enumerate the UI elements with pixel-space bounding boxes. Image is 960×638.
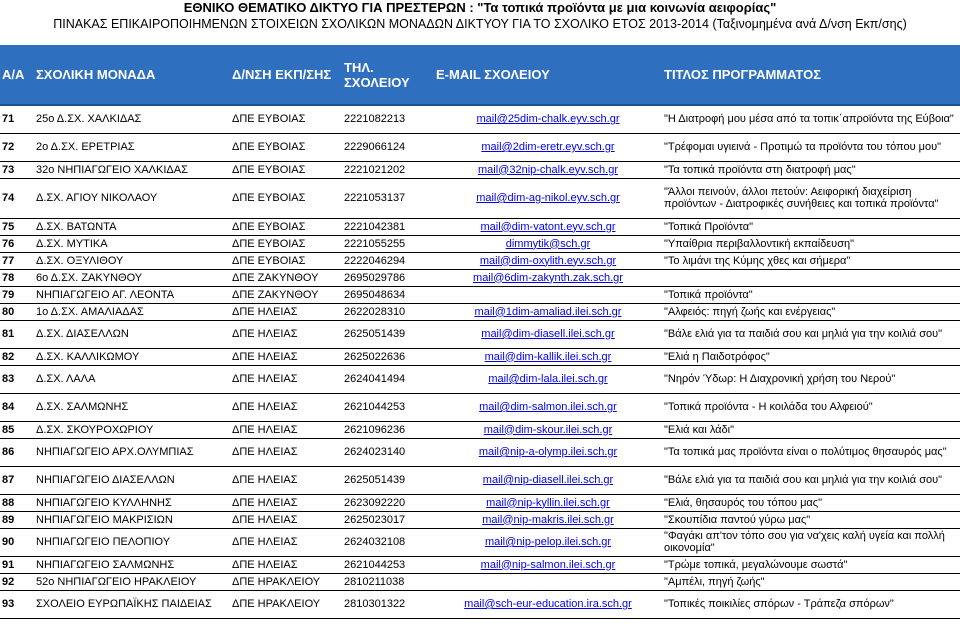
column-header-program-title: ΤΙΤΛΟΣ ΠΡΟΓΡΑΜΜΑΤΟΣ <box>662 45 960 105</box>
school-phone: 2622028310 <box>342 303 434 320</box>
school-email-link[interactable]: mail@dim-diasell.ilei.sch.gr <box>434 320 662 348</box>
program-title: "Τα τοπικά μας προϊόντα είναι ο πολύτιμος θησαυρός μας" <box>662 438 960 466</box>
program-title: "Νηρόν Ύδωρ: Η Διαχρονική χρήση του Νερού" <box>662 365 960 393</box>
row-number: 74 <box>0 178 34 218</box>
school-email-link[interactable]: mail@nip-salmon.ilei.sch.gr <box>434 556 662 573</box>
column-header-school: ΣΧΟΛΙΚΗ ΜΟΝΑΔΑ <box>34 45 230 105</box>
table-row <box>0 438 960 466</box>
school-phone: 2625051439 <box>342 466 434 494</box>
directorate: ΔΠΕ ΗΛΕΙΑΣ <box>230 393 342 421</box>
school-name: Δ.ΣΧ. ΔΙΑΣΕΛΛΩΝ <box>34 320 230 348</box>
document-header <box>0 0 960 40</box>
school-email-link[interactable]: mail@dim-salmon.ilei.sch.gr <box>434 393 662 421</box>
program-title: "Αλφειός: πηγή ζωής και ενέργειας" <box>662 303 960 320</box>
school-name: ΝΗΠΙΑΓΩΓΕΙΟ ΣΑΛΜΩΝΗΣ <box>34 556 230 573</box>
program-title: "Τοπικά Προϊόντα" <box>662 218 960 235</box>
table-row <box>0 161 960 178</box>
row-number: 92 <box>0 573 34 590</box>
program-title: "Υπαίθρια περιβαλλοντική εκπαίδευση" <box>662 235 960 252</box>
row-number: 72 <box>0 133 34 161</box>
table-row <box>0 218 960 235</box>
row-number: 81 <box>0 320 34 348</box>
program-title: "Βάλε ελιά για τα παιδιά σου και μηλιά για την κοιλιά σου" <box>662 320 960 348</box>
school-name: Δ.ΣΧ. ΑΓΙΟΥ ΝΙΚΟΛΑΟΥ <box>34 178 230 218</box>
school-email-link[interactable]: mail@6dim-zakynth.zak.sch.gr <box>434 269 662 286</box>
school-email-link[interactable]: mail@25dim-chalk.eyv.sch.gr <box>434 105 662 133</box>
school-email-link[interactable]: mail@nip-makris.ilei.sch.gr <box>434 511 662 528</box>
school-phone: 2221055255 <box>342 235 434 252</box>
directorate: ΔΠΕ ΗΛΕΙΑΣ <box>230 556 342 573</box>
table-row <box>0 494 960 511</box>
school-phone: 2621096236 <box>342 421 434 438</box>
program-title: "Φαγάκι απ'τον τόπο σου για να'χεις καλή υγεία και πολλή οικονομία" <box>662 528 960 556</box>
row-number: 83 <box>0 365 34 393</box>
school-phone: 2625022636 <box>342 348 434 365</box>
school-name: 52ο ΝΗΠΙΑΓΩΓΕΙΟ ΗΡΑΚΛΕΙΟΥ <box>34 573 230 590</box>
school-name: ΝΗΠΙΑΓΩΓΕΙΟ ΔΙΑΣΕΛΛΩΝ <box>34 466 230 494</box>
table-row <box>0 320 960 348</box>
school-email-link[interactable]: mail@32nip-chalk.eyv.sch.gr <box>434 161 662 178</box>
school-phone: 2810301322 <box>342 590 434 618</box>
row-number: 77 <box>0 252 34 269</box>
program-title: "Το λιμάνι της Κύμης χθες και σήμερα" <box>662 252 960 269</box>
school-phone: 2623092220 <box>342 494 434 511</box>
directorate: ΔΠΕ ΗΛΕΙΑΣ <box>230 421 342 438</box>
table-row <box>0 393 960 421</box>
school-name: Δ.ΣΧ. ΣΚΟΥΡΟΧΩΡΙΟΥ <box>34 421 230 438</box>
row-number: 87 <box>0 466 34 494</box>
table-row <box>0 365 960 393</box>
row-number: 88 <box>0 494 34 511</box>
row-number: 90 <box>0 528 34 556</box>
directorate: ΔΠΕ ΕΥΒΟΙΑΣ <box>230 161 342 178</box>
row-number: 73 <box>0 161 34 178</box>
table-row <box>0 286 960 303</box>
school-phone: 2695048634 <box>342 286 434 303</box>
school-phone: 2621044253 <box>342 393 434 421</box>
directorate: ΔΠΕ ΗΛΕΙΑΣ <box>230 466 342 494</box>
directorate: ΔΠΕ ΗΛΕΙΑΣ <box>230 348 342 365</box>
directorate: ΔΠΕ ΗΛΕΙΑΣ <box>230 511 342 528</box>
table-row <box>0 466 960 494</box>
school-name: Δ.ΣΧ. ΛΑΛΑ <box>34 365 230 393</box>
school-email-link[interactable]: mail@nip-kyllin.ilei.sch.gr <box>434 494 662 511</box>
program-title: "Ελιά και λάδι" <box>662 421 960 438</box>
school-phone: 2621044253 <box>342 556 434 573</box>
program-title: "Τοπικές ποικιλίες σπόρων - Τράπεζα σπόρων" <box>662 590 960 618</box>
table-row <box>0 348 960 365</box>
school-phone: 2625023017 <box>342 511 434 528</box>
program-title: "Τοπικά προϊόντα - Η κοιλάδα του Αλφειού" <box>662 393 960 421</box>
school-phone: 2229066124 <box>342 133 434 161</box>
table-row <box>0 235 960 252</box>
program-title: "Βάλε ελιά για τα παιδιά σου και μηλιά για την κοιλιά σου" <box>662 466 960 494</box>
directorate: ΔΠΕ ΕΥΒΟΙΑΣ <box>230 133 342 161</box>
directorate: ΔΠΕ ΕΥΒΟΙΑΣ <box>230 252 342 269</box>
directorate: ΔΠΕ ΕΥΒΟΙΑΣ <box>230 218 342 235</box>
program-title: "Τρώμε τοπικά, μεγαλώνουμε σωστά" <box>662 556 960 573</box>
school-email-link[interactable]: mail@nip-pelop.ilei.sch.gr <box>434 528 662 556</box>
school-name: Δ.ΣΧ. ΟΞΥΛΙΘΟΥ <box>34 252 230 269</box>
school-email-link[interactable]: mail@sch-eur-education.ira.sch.gr <box>434 590 662 618</box>
school-name: ΣΧΟΛΕΙΟ ΕΥΡΩΠΑΪΚΗΣ ΠΑΙΔΕΙΑΣ <box>34 590 230 618</box>
row-number: 71 <box>0 105 34 133</box>
school-email-link[interactable]: dimmytik@sch.gr <box>434 235 662 252</box>
row-number: 79 <box>0 286 34 303</box>
school-email-link[interactable]: mail@dim-skour.ilei.sch.gr <box>434 421 662 438</box>
program-title: "Αμπέλι, πηγή ζωής" <box>662 573 960 590</box>
school-name: ΝΗΠΙΑΓΩΓΕΙΟ ΑΡΧ.ΟΛΥΜΠΙΑΣ <box>34 438 230 466</box>
directorate: ΔΠΕ ΗΛΕΙΑΣ <box>230 303 342 320</box>
table-row <box>0 573 960 590</box>
school-email-link[interactable]: mail@dim-kallik.ilei.sch.gr <box>434 348 662 365</box>
directorate: ΔΠΕ ΖΑΚΥΝΘΟΥ <box>230 269 342 286</box>
school-email-link[interactable]: mail@nip-diasell.ilei.sch.gr <box>434 466 662 494</box>
row-number: 91 <box>0 556 34 573</box>
row-number: 78 <box>0 269 34 286</box>
school-phone: 2624041494 <box>342 365 434 393</box>
school-name: 25ο Δ.ΣΧ. ΧΑΛΚΙΔΑΣ <box>34 105 230 133</box>
table-row <box>0 105 960 133</box>
school-email-link[interactable] <box>434 286 662 303</box>
program-title: "Άλλοι πεινούν, άλλοι πετούν: Αειφορική διαχείριση προϊόντων - Διατροφικές συνήθειες και τοπικά προϊόντα" <box>662 178 960 218</box>
school-name: Δ.ΣΧ. ΣΑΛΜΩΝΗΣ <box>34 393 230 421</box>
program-title: "Τοπικά προϊόντα" <box>662 286 960 303</box>
program-title: "Τα τοπικά προϊόντα στη διατροφή μας" <box>662 161 960 178</box>
table-row <box>0 133 960 161</box>
school-email-link[interactable]: mail@dim-lala.ilei.sch.gr <box>434 365 662 393</box>
school-email-link[interactable] <box>434 573 662 590</box>
directorate: ΔΠΕ ΗΛΕΙΑΣ <box>230 365 342 393</box>
directorate: ΔΠΕ ΗΛΕΙΑΣ <box>230 320 342 348</box>
school-email-link[interactable]: mail@dim-ag-nikol.eyv.sch.gr <box>434 178 662 218</box>
school-email-link[interactable]: mail@2dim-eretr.eyv.sch.gr <box>434 133 662 161</box>
school-phone: 2221082213 <box>342 105 434 133</box>
row-number: 80 <box>0 303 34 320</box>
table-row <box>0 269 960 286</box>
column-header-phone: ΤΗΛ. ΣΧΟΛΕΙΟΥ <box>342 45 434 105</box>
directorate: ΔΠΕ ΗΡΑΚΛΕΙΟΥ <box>230 573 342 590</box>
school-phone: 2221042381 <box>342 218 434 235</box>
row-number: 76 <box>0 235 34 252</box>
row-number: 84 <box>0 393 34 421</box>
program-title: "Ελιά, θησαυρός του τόπου μας" <box>662 494 960 511</box>
school-phone: 2624023140 <box>342 438 434 466</box>
table-row <box>0 178 960 218</box>
program-title: "Ελιά η Παιδοτρόφος" <box>662 348 960 365</box>
school-name: Δ.ΣΧ. ΜΥΤΙΚΑ <box>34 235 230 252</box>
row-number: 93 <box>0 590 34 618</box>
schools-table <box>0 45 960 619</box>
table-row <box>0 252 960 269</box>
directorate: ΔΠΕ ΗΛΕΙΑΣ <box>230 494 342 511</box>
directorate: ΔΠΕ ΕΥΒΟΙΑΣ <box>230 178 342 218</box>
directorate: ΔΠΕ ΕΥΒΟΙΑΣ <box>230 235 342 252</box>
school-phone: 2810211038 <box>342 573 434 590</box>
school-phone: 2221053137 <box>342 178 434 218</box>
school-email-link[interactable]: mail@1dim-amaliad.ilei.sch.gr <box>434 303 662 320</box>
row-number: 85 <box>0 421 34 438</box>
row-number: 82 <box>0 348 34 365</box>
school-name: ΝΗΠΙΑΓΩΓΕΙΟ ΜΑΚΡΙΣΙΩΝ <box>34 511 230 528</box>
school-phone: 2695029786 <box>342 269 434 286</box>
table-row <box>0 303 960 320</box>
school-phone: 2222046294 <box>342 252 434 269</box>
directorate: ΔΠΕ ΖΑΚΥΝΘΟΥ <box>230 286 342 303</box>
column-header-aa: Α/Α <box>0 45 34 105</box>
table-header-row <box>0 45 960 105</box>
row-number: 89 <box>0 511 34 528</box>
school-name: ΝΗΠΙΑΓΩΓΕΙΟ ΚΥΛΛΗΝΗΣ <box>34 494 230 511</box>
directorate: ΔΠΕ ΗΛΕΙΑΣ <box>230 528 342 556</box>
school-email-link[interactable]: mail@nip-a-olymp.ilei.sch.gr <box>434 438 662 466</box>
school-phone: 2221021202 <box>342 161 434 178</box>
school-name: 1ο Δ.ΣΧ. ΑΜΑΛΙΑΔΑΣ <box>34 303 230 320</box>
column-header-email: E-MAIL ΣΧΟΛΕΙΟΥ <box>434 45 662 105</box>
directorate: ΔΠΕ ΕΥΒΟΙΑΣ <box>230 105 342 133</box>
school-name: 32ο ΝΗΠΙΑΓΩΓΕΙΟ ΧΑΛΚΙΔΑΣ <box>34 161 230 178</box>
program-title <box>662 269 960 286</box>
school-name: 2ο Δ.ΣΧ. ΕΡΕΤΡΙΑΣ <box>34 133 230 161</box>
table-row <box>0 528 960 556</box>
directorate: ΔΠΕ ΗΡΑΚΛΕΙΟΥ <box>230 590 342 618</box>
school-name: Δ.ΣΧ. ΒΑΤΩΝΤΑ <box>34 218 230 235</box>
table-row <box>0 590 960 618</box>
directorate: ΔΠΕ ΗΛΕΙΑΣ <box>230 438 342 466</box>
program-title: "Τρέφομαι υγιεινά - Προτιμώ τα προϊόντα του τόπου μου" <box>662 133 960 161</box>
school-name: Δ.ΣΧ. ΚΑΛΛΙΚΩΜΟΥ <box>34 348 230 365</box>
row-number: 86 <box>0 438 34 466</box>
program-title: "Σκουπίδια παντού γύρω μας" <box>662 511 960 528</box>
row-number: 75 <box>0 218 34 235</box>
program-title: "Η Διατροφή μου μέσα από τα τοπικ΄απροϊόντα της Εύβοια" <box>662 105 960 133</box>
column-header-directorate: Δ/ΝΣΗ ΕΚΠ/ΣΗΣ <box>230 45 342 105</box>
school-name: ΝΗΠΙΑΓΩΓΕΙΟ ΑΓ. ΛΕΟΝΤΑ <box>34 286 230 303</box>
school-email-link[interactable]: mail@dim-vatont.eyv.sch.gr <box>434 218 662 235</box>
school-phone: 2625051439 <box>342 320 434 348</box>
school-name: ΝΗΠΙΑΓΩΓΕΙΟ ΠΕΛΟΠΙΟΥ <box>34 528 230 556</box>
document-title: ΕΘΝΙΚΟ ΘΕΜΑΤΙΚΟ ΔΙΚΤΥΟ ΓΙΑ ΠΡΕΣΤΕΡΩΝ : "Τα τοπικά προϊόντα με μια κοινωνία αειφορίας" <box>183 0 777 15</box>
table-row <box>0 556 960 573</box>
school-email-link[interactable]: mail@dim-oxylith.eyv.sch.gr <box>434 252 662 269</box>
table-row <box>0 511 960 528</box>
school-name: 6ο Δ.ΣΧ. ΖΑΚΥΝΘΟΥ <box>34 269 230 286</box>
document-subtitle: ΠΙΝΑΚΑΣ ΕΠΙΚΑΙΡΟΠΟΙΗΜΕΝΩΝ ΣΤΟΙΧΕΙΩΝ ΣΧΟΛΙΚΩΝ ΜΟΝΑΔΩΝ ΔΙΚΤΥΟΥ ΓΙΑ ΤΟ ΣΧΟΛΙΚΟ ΕΤΟΣ 2013-2014 (Ταξινομημένα ανά Δ/νση Εκπ/σης) <box>53 17 907 31</box>
table-row <box>0 421 960 438</box>
school-phone: 2624032108 <box>342 528 434 556</box>
